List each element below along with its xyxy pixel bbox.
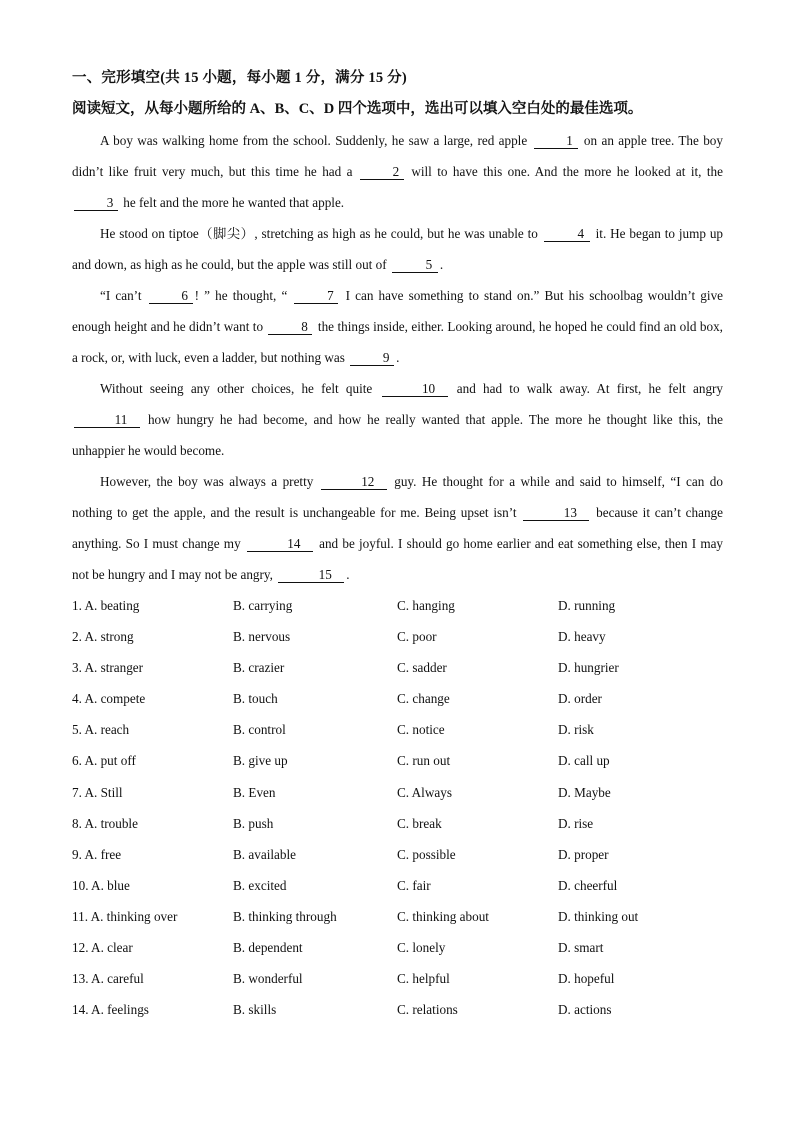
option-a: 13. A. careful <box>72 971 144 987</box>
paragraph-text: Without seeing any other choices, he felt quite <box>100 381 373 396</box>
option-c: C. relations <box>397 1002 458 1018</box>
question-row-9 <box>72 841 732 872</box>
question-row-10 <box>72 872 732 903</box>
paragraph-text: he felt and the more he wanted that apple. <box>123 195 345 210</box>
option-a: 5. A. reach <box>72 722 130 738</box>
option-a: 12. A. clear <box>72 940 133 956</box>
blank-13: 13 <box>523 505 589 521</box>
paragraph-text: it. He began to jump up and down, as high as he could, but the apple was still out of <box>72 226 724 272</box>
paragraph-text: will to have this one. And the more he looked at it, the <box>411 164 723 179</box>
option-a: 6. A. put off <box>72 753 136 769</box>
paragraph-1 <box>72 125 723 218</box>
question-row-14 <box>72 996 732 1027</box>
option-b: B. wonderful <box>233 971 303 987</box>
option-d: D. hopeful <box>558 971 615 987</box>
question-row-5 <box>72 716 732 747</box>
option-d: D. hungrier <box>558 660 619 676</box>
blank-14: 14 <box>247 536 313 552</box>
option-a: 9. A. free <box>72 846 122 862</box>
option-b: B. skills <box>233 1002 277 1018</box>
option-a: 11. A. thinking over <box>72 908 178 924</box>
blank-10: 10 <box>382 381 448 397</box>
question-row-6 <box>72 747 732 778</box>
question-row-1 <box>72 592 732 623</box>
option-b: B. push <box>233 815 274 831</box>
option-b: B. carrying <box>233 598 293 613</box>
paragraph-4 <box>72 373 723 466</box>
blank-1: 1 <box>534 133 578 149</box>
paragraph-text: on an apple tree. The boy didn’t like fruit very much, but this time he had a <box>72 133 723 179</box>
option-a: 10. A. blue <box>72 877 130 893</box>
blank-3: 3 <box>74 195 118 211</box>
blank-9: 9 <box>350 350 394 366</box>
question-row-8 <box>72 810 732 841</box>
blank-11: 11 <box>74 412 140 428</box>
option-b: B. control <box>233 722 286 738</box>
option-c: C. Always <box>397 784 452 800</box>
option-d: D. risk <box>558 722 594 738</box>
option-c: C. sadder <box>397 660 447 676</box>
paragraph-text: I can have something to stand on.” But his schoolbag wouldn’t give enough height and he didn’t want to <box>72 288 724 334</box>
option-c: C. possible <box>397 846 456 862</box>
paragraph-text: A boy was walking home from the school. Suddenly, he saw a large, red apple <box>100 133 528 148</box>
option-c: C. poor <box>397 629 437 645</box>
question-row-12 <box>72 934 732 965</box>
question-row-7 <box>72 779 732 810</box>
option-b: B. thinking through <box>233 908 337 924</box>
paragraph-2 <box>72 218 723 280</box>
option-b: B. excited <box>233 877 287 893</box>
paragraph-3 <box>72 280 723 373</box>
option-c: C. change <box>397 691 450 707</box>
option-c: C. break <box>397 815 442 831</box>
blank-15: 15 <box>278 567 344 583</box>
option-b: B. dependent <box>233 940 303 956</box>
paragraph-text: He stood on tiptoe（脚尖）, stretching as high as he could, but he was unable to <box>100 226 538 241</box>
option-d: D. rise <box>558 815 594 831</box>
paragraph-5 <box>72 466 723 590</box>
option-d: D. call up <box>558 753 610 769</box>
question-row-11 <box>72 903 732 934</box>
paragraph-text: and be joyful. I should go home earlier and eat something else, then I may not be hungry and I may not be angry, <box>72 536 724 582</box>
option-a: 3. A. stranger <box>72 660 144 676</box>
blank-7: 7 <box>294 288 338 304</box>
paragraph-text: ! ” he thought, “ <box>194 288 288 303</box>
question-row-4 <box>72 685 732 716</box>
paragraph-text: how hungry he had become, and how he really wanted that apple. The more he thought like this, the unhappier he would become. <box>72 412 724 458</box>
option-d: D. smart <box>558 940 604 956</box>
paragraph-text: . <box>396 350 400 365</box>
option-b: B. crazier <box>233 660 285 676</box>
option-c: C. thinking about <box>397 908 489 924</box>
option-b: B. nervous <box>233 629 291 645</box>
option-a: 2. A. strong <box>72 629 134 645</box>
blank-5: 5 <box>392 257 438 273</box>
option-c: C. lonely <box>397 940 446 956</box>
option-d: D. actions <box>558 1002 612 1018</box>
paragraph-text: However, the boy was always a pretty <box>100 474 314 489</box>
blank-12: 12 <box>321 474 387 490</box>
option-b: B. give up <box>233 753 288 769</box>
paragraph-text: because it can’t change anything. So I must change my <box>72 505 723 551</box>
question-row-3 <box>72 654 732 685</box>
option-b: B. Even <box>233 784 276 800</box>
option-d: D. order <box>558 691 602 707</box>
option-d: D. Maybe <box>558 784 611 800</box>
option-d: D. heavy <box>558 629 606 645</box>
option-c: C. helpful <box>397 971 450 987</box>
option-a: 7. A. Still <box>72 784 123 800</box>
option-d: D. proper <box>558 846 609 862</box>
paragraph-text: and had to walk away. At first, he felt angry <box>456 381 724 396</box>
option-d: D. thinking out <box>558 908 639 924</box>
option-d: D. cheerful <box>558 877 618 893</box>
option-c: C. fair <box>397 877 431 893</box>
option-c: C. run out <box>397 753 451 769</box>
option-b: B. touch <box>233 691 278 707</box>
paragraph-text: “I can’t <box>100 288 142 303</box>
option-a: 4. A. compete <box>72 691 146 707</box>
blank-4: 4 <box>544 226 590 242</box>
option-b: B. available <box>233 846 296 862</box>
blank-2: 2 <box>360 164 404 180</box>
section-heading: 一、完形填空(共 15 小题，每小题 1 分，满分 15 分) <box>72 70 407 86</box>
option-a: 1. A. beating <box>72 598 140 613</box>
paragraph-text: . <box>439 257 444 272</box>
instruction-text: 阅读短文，从每小题所给的 A、B、C、D 四个选项中，选出可以填入空白处的最佳选项。 <box>72 101 643 117</box>
option-a: 8. A. trouble <box>72 815 138 831</box>
blank-6: 6 <box>149 288 193 304</box>
option-a: 14. A. feelings <box>72 1002 149 1018</box>
option-d: D. running <box>558 598 616 613</box>
reading-passage <box>72 125 723 590</box>
blank-8: 8 <box>268 319 312 335</box>
paragraph-text: the things inside, either. Looking around, he hoped he could find an old box, a rock, or, with luck, even a ladder, but nothing was <box>72 319 723 365</box>
option-c: C. notice <box>397 722 445 738</box>
question-row-2 <box>72 623 732 654</box>
question-row-13 <box>72 965 732 996</box>
answer-options-list <box>72 592 732 1027</box>
option-c: C. hanging <box>397 598 455 613</box>
paragraph-text: guy. He thought for a while and said to himself, “I can do nothing to get the apple, and the result is unchangeable for me. Being upset isn’t <box>72 474 723 520</box>
paragraph-text: . <box>346 567 350 582</box>
